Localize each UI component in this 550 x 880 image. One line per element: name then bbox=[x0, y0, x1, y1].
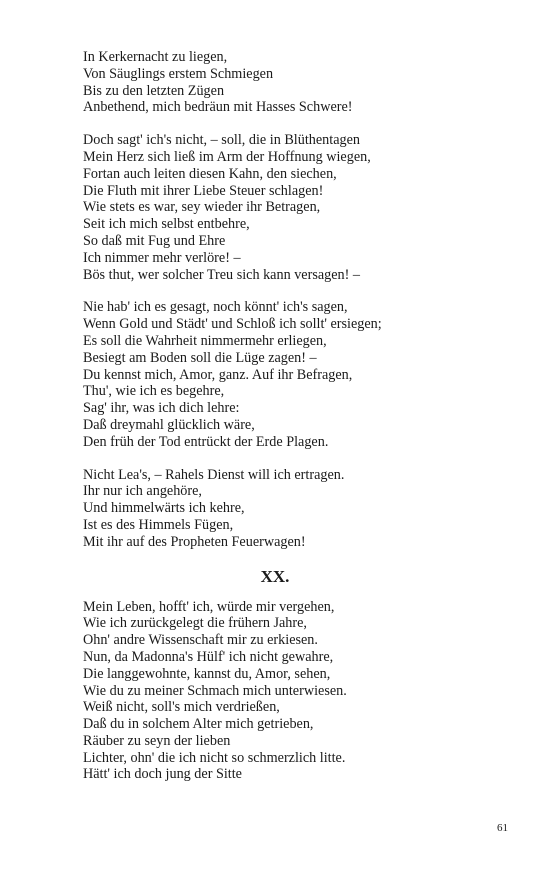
stanza bbox=[83, 299, 523, 450]
stanza bbox=[83, 49, 523, 116]
verse-line: Wie stets es war, sey wieder ihr Betragen, bbox=[83, 199, 321, 216]
verse-line: In Kerkernacht zu liegen, bbox=[83, 49, 228, 65]
verse-line: Von Säuglings erstem Schmiegen bbox=[83, 65, 274, 82]
verse-line: Seit ich mich selbst entbehre, bbox=[83, 216, 250, 233]
verse-line: So daß mit Fug und Ehre bbox=[83, 232, 226, 249]
verse-line: Daß dreymahl glücklich wäre, bbox=[83, 416, 255, 433]
verse-line: Ist es des Himmels Fügen, bbox=[83, 516, 234, 533]
poem-part-2 bbox=[83, 599, 523, 784]
page-number: 61 bbox=[497, 822, 508, 834]
verse-line: Ihr nur ich angehöre, bbox=[83, 483, 202, 500]
page-body bbox=[83, 49, 523, 799]
verse-line: Du kennst mich, Amor, ganz. Auf ihr Befragen, bbox=[83, 366, 353, 383]
verse-line: Mein Herz sich ließ im Arm der Hoffnung wiegen, bbox=[83, 148, 371, 165]
stanza bbox=[83, 467, 523, 551]
verse-line: Mein Leben, hofft' ich, würde mir vergehen, bbox=[83, 598, 335, 615]
verse-line: Räuber zu seyn der lieben bbox=[83, 732, 231, 749]
verse-line: Ohn' andre Wissenschaft mir zu erkiesen. bbox=[83, 632, 318, 649]
verse-line: Sag' ihr, was ich dich lehre: bbox=[83, 400, 240, 417]
verse-line: Es soll die Wahrheit nimmermehr erliegen, bbox=[83, 332, 327, 349]
verse-line: Die Fluth mit ihrer Liebe Steuer schlagen! bbox=[83, 182, 324, 199]
verse-line: Und himmelwärts ich kehre, bbox=[83, 500, 245, 517]
verse-line: Ich nimmer mehr verlöre! – bbox=[83, 249, 241, 266]
poem-part-1 bbox=[83, 49, 523, 551]
verse-line: Weiß nicht, soll's mich verdrießen, bbox=[83, 699, 280, 716]
verse-line: Nie hab' ich es gesagt, noch könnt' ich's sagen, bbox=[83, 299, 348, 316]
verse-line: Mit ihr auf des Propheten Feuerwagen! bbox=[83, 533, 306, 550]
verse-line: Thu', wie ich es begehre, bbox=[83, 383, 225, 400]
verse-line: Besiegt am Boden soll die Lüge zagen! – bbox=[83, 349, 317, 366]
verse-line: Fortan auch leiten diesen Kahn, den siechen, bbox=[83, 165, 337, 182]
verse-line: Nicht Lea's, – Rahels Dienst will ich ertragen. bbox=[83, 466, 345, 483]
verse-line: Wenn Gold und Städt' und Schloß ich sollt' ersiegen; bbox=[83, 316, 382, 333]
verse-line: Doch sagt' ich's nicht, – soll, die in Blüthentagen bbox=[83, 132, 360, 149]
verse-line: Wie ich zurückgelegt die frühern Jahre, bbox=[83, 615, 307, 632]
stanza bbox=[83, 599, 523, 784]
verse-line: Daß du in solchem Alter mich getrieben, bbox=[83, 716, 314, 733]
verse-line: Bis zu den letzten Zügen bbox=[83, 82, 225, 99]
verse-line: Wie du zu meiner Schmach mich unterwiesen. bbox=[83, 682, 347, 699]
verse-line: Lichter, ohn' die ich nicht so schmerzlich litte. bbox=[83, 749, 346, 766]
verse-line: Bös thut, wer solcher Treu sich kann versagen! – bbox=[83, 266, 361, 283]
verse-line: Anbethend, mich bedräun mit Hasses Schwere! bbox=[83, 99, 353, 116]
section-heading: XX. bbox=[260, 566, 290, 586]
verse-line: Hätt' ich doch jung der Sitte bbox=[83, 766, 242, 783]
verse-line: Die langgewohnte, kannst du, Amor, sehen, bbox=[83, 665, 331, 682]
verse-line: Den früh der Tod entrückt der Erde Plagen. bbox=[83, 433, 329, 450]
stanza bbox=[83, 132, 523, 283]
verse-line: Nun, da Madonna's Hülf' ich nicht gewahre, bbox=[83, 648, 334, 665]
